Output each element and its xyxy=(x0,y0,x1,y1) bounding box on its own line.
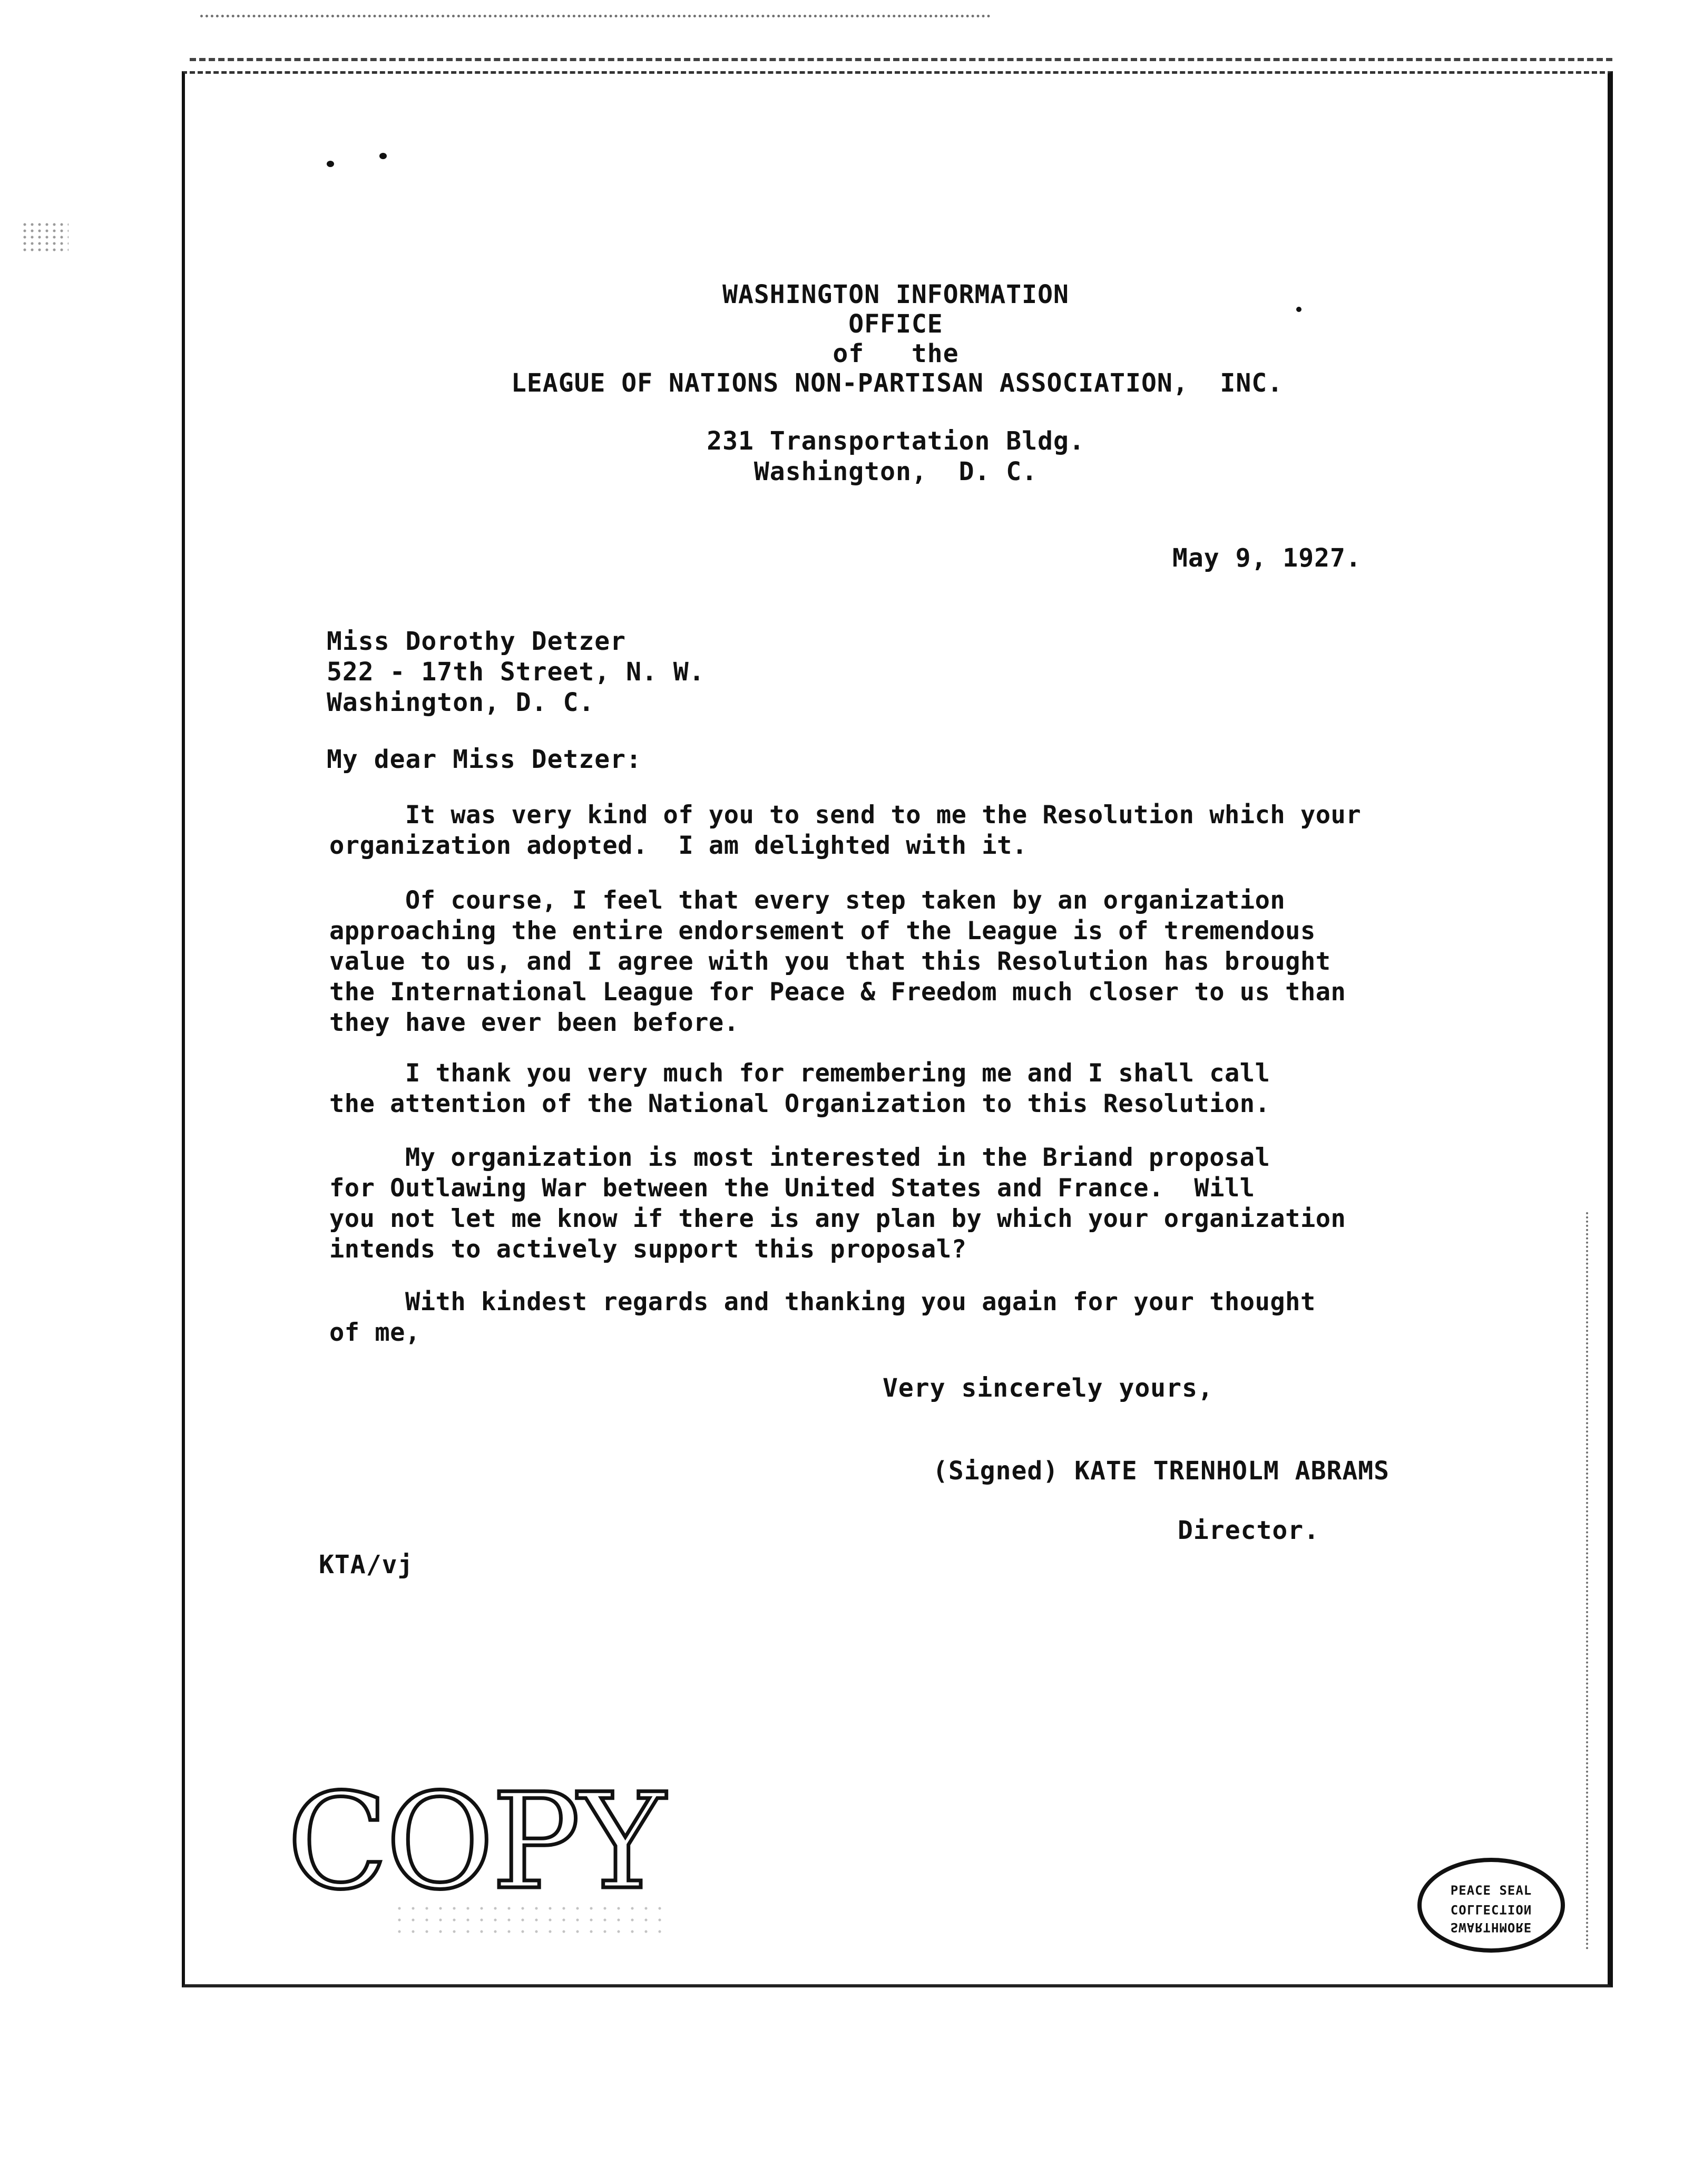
letterhead-line-3: of the xyxy=(833,339,959,368)
reference-initials: KTA/vj xyxy=(319,1550,414,1579)
collection-seal-stamp xyxy=(1417,1858,1565,1953)
body-paragraph-4: My organization is most interested in the Briand proposal for Outlawing War between the United States and France. Will you not let me know if there is any plan by which your organization intends to actively support this proposal? xyxy=(329,1143,1346,1264)
copy-stamp: COPY xyxy=(287,1765,663,1918)
body-paragraph-1: It was very kind of you to send to me the Resolution which your organization adopted. I am delighted with it. xyxy=(329,801,1362,860)
signer-title: Director. xyxy=(1178,1516,1320,1545)
recipient-street: 522 - 17th Street, N. W. xyxy=(327,657,705,687)
scan-edge-mark xyxy=(190,58,1612,69)
recipient-city: Washington, D. C. xyxy=(327,688,595,717)
scan-noise xyxy=(21,221,68,253)
salutation: My dear Miss Detzer: xyxy=(327,745,642,774)
complimentary-closing: Very sincerely yours, xyxy=(883,1373,1213,1403)
ink-dot xyxy=(1296,307,1301,312)
seal-line-1: PEACE SEAL xyxy=(1450,1883,1532,1898)
body-paragraph-5: With kindest regards and thanking you again for your thought of me, xyxy=(329,1288,1316,1347)
body-paragraph-2: Of course, I feel that every step taken by an organization approaching the entire endorsement of the League is of tremendous value to us, and I agree with you that this Resolution has brought the International League for Peace & Freedom much closer to us than they have ever been before. xyxy=(329,886,1346,1037)
scan-edge-mark xyxy=(1586,1212,1594,1950)
letter-date: May 9, 1927. xyxy=(1172,543,1362,573)
body-paragraph-3: I thank you very much for remembering me and I shall call the attention of the National Organization to this Resolution. xyxy=(329,1059,1270,1118)
ink-dot xyxy=(327,161,334,167)
stamp-smudge xyxy=(393,1903,667,1939)
ink-dot xyxy=(379,153,387,159)
letterhead-line-4: LEAGUE OF NATIONS NON-PARTISAN ASSOCIATION, INC. xyxy=(511,368,1284,398)
scan-edge-mark xyxy=(200,15,991,21)
signature-line: (Signed) KATE TRENHOLM ABRAMS xyxy=(933,1456,1390,1486)
seal-line-2: COLLECTION xyxy=(1450,1902,1532,1917)
letterhead-address-2: Washington, D. C. xyxy=(753,457,1038,486)
seal-line-3: SWARTHMORE xyxy=(1450,1920,1532,1935)
letterhead-line-2: OFFICE xyxy=(848,309,943,339)
letterhead-address-1: 231 Transportation Bldg. xyxy=(707,426,1085,456)
recipient-name: Miss Dorothy Detzer xyxy=(327,627,627,656)
letterhead-line-1: WASHINGTON INFORMATION xyxy=(722,280,1069,309)
